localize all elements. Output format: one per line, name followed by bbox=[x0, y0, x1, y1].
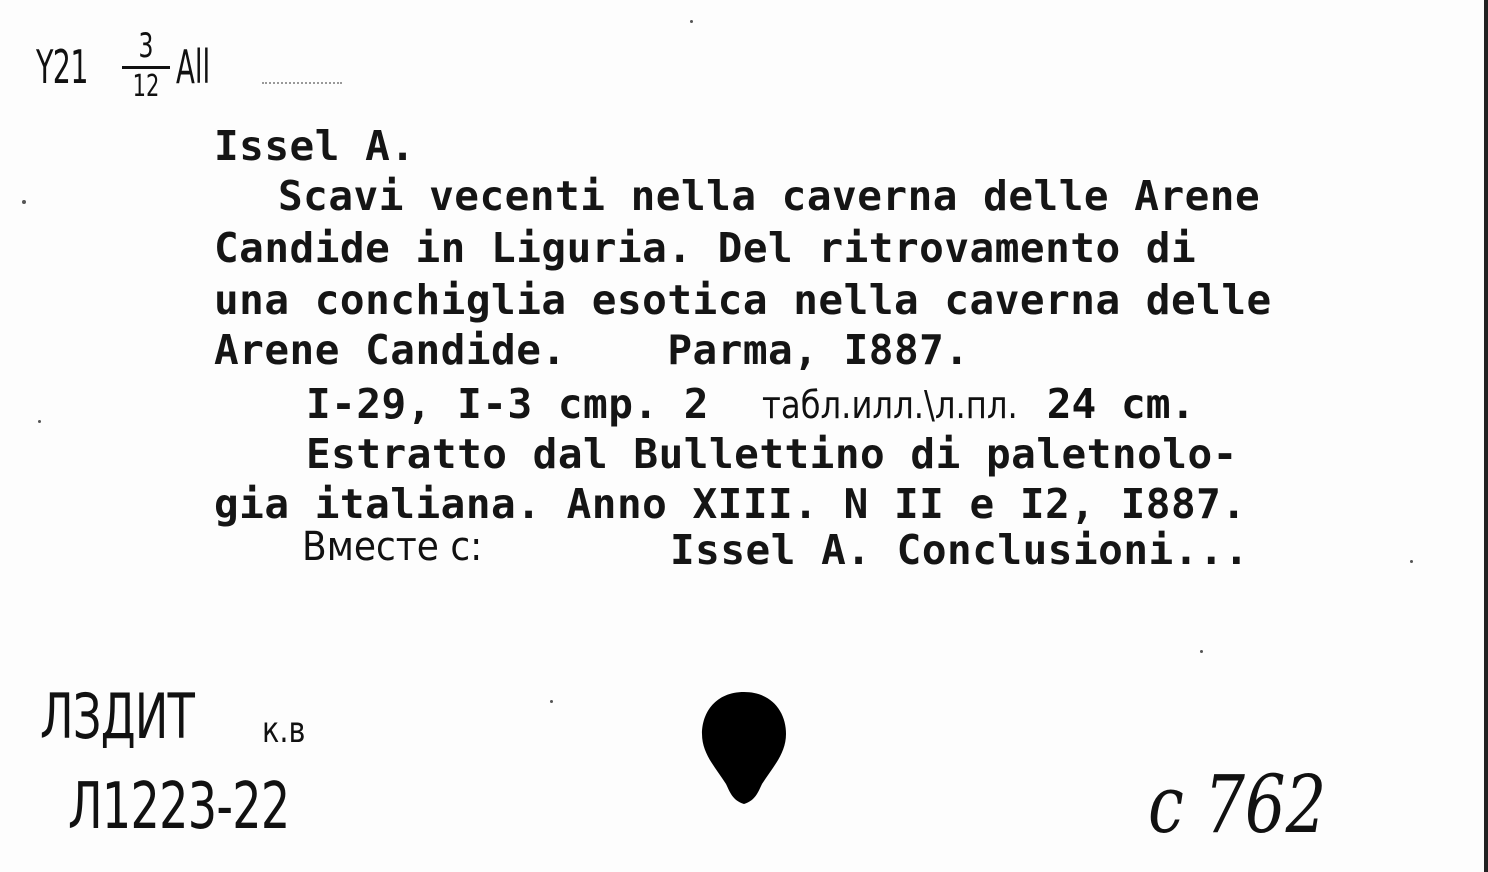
shelfmark-denominator: 12 bbox=[132, 69, 160, 104]
speck bbox=[1410, 560, 1413, 563]
series-line-1: Estratto dal Bullettino di paletnolo- bbox=[306, 430, 1238, 478]
library-stamp-suffix: к.в bbox=[262, 710, 306, 751]
accession-number: Л1223-22 bbox=[68, 770, 290, 844]
imprint-line: Arene Candide. Parma, I887. bbox=[214, 326, 970, 374]
title-line-1: Scavi vecenti nella caverna delle Arene bbox=[278, 172, 1261, 220]
card-edge bbox=[1484, 0, 1488, 872]
plates-handwritten-note bbox=[762, 380, 1196, 428]
inventory-number: c 762 bbox=[1148, 758, 1327, 851]
series-line-2: gia italiana. Anno XIII. N II e I2, I887. bbox=[214, 480, 1247, 528]
speck bbox=[22, 200, 26, 204]
plates-note-text: табл.илл.\л.пл. bbox=[762, 383, 1018, 427]
author-line: Issel A. bbox=[214, 122, 416, 170]
shelfmark-numerator: 3 bbox=[138, 26, 154, 66]
bound-with-line: Issel A. Conclusioni... bbox=[670, 526, 1250, 574]
speck bbox=[38, 420, 41, 423]
speck bbox=[690, 20, 693, 23]
shelfmark-fraction bbox=[122, 28, 170, 103]
divider bbox=[262, 82, 342, 84]
speck bbox=[1200, 650, 1203, 653]
shelfmark-suffix: All bbox=[176, 40, 211, 94]
library-stamp: ЛЗДИТ bbox=[40, 680, 195, 753]
punch-hole-icon bbox=[698, 688, 790, 808]
together-with-note: Вместе с: bbox=[302, 524, 483, 570]
shelfmark-prefix: Y21 bbox=[36, 40, 88, 94]
collation-line: I-29, I-3 cmp. 2 bbox=[306, 380, 709, 428]
title-line-3: una conchiglia esotica nella caverna delle bbox=[214, 276, 1272, 324]
size-text: 24 cm. bbox=[1046, 380, 1196, 428]
speck bbox=[550, 700, 553, 703]
title-line-2: Candide in Liguria. Del ritrovamento di bbox=[214, 224, 1197, 272]
